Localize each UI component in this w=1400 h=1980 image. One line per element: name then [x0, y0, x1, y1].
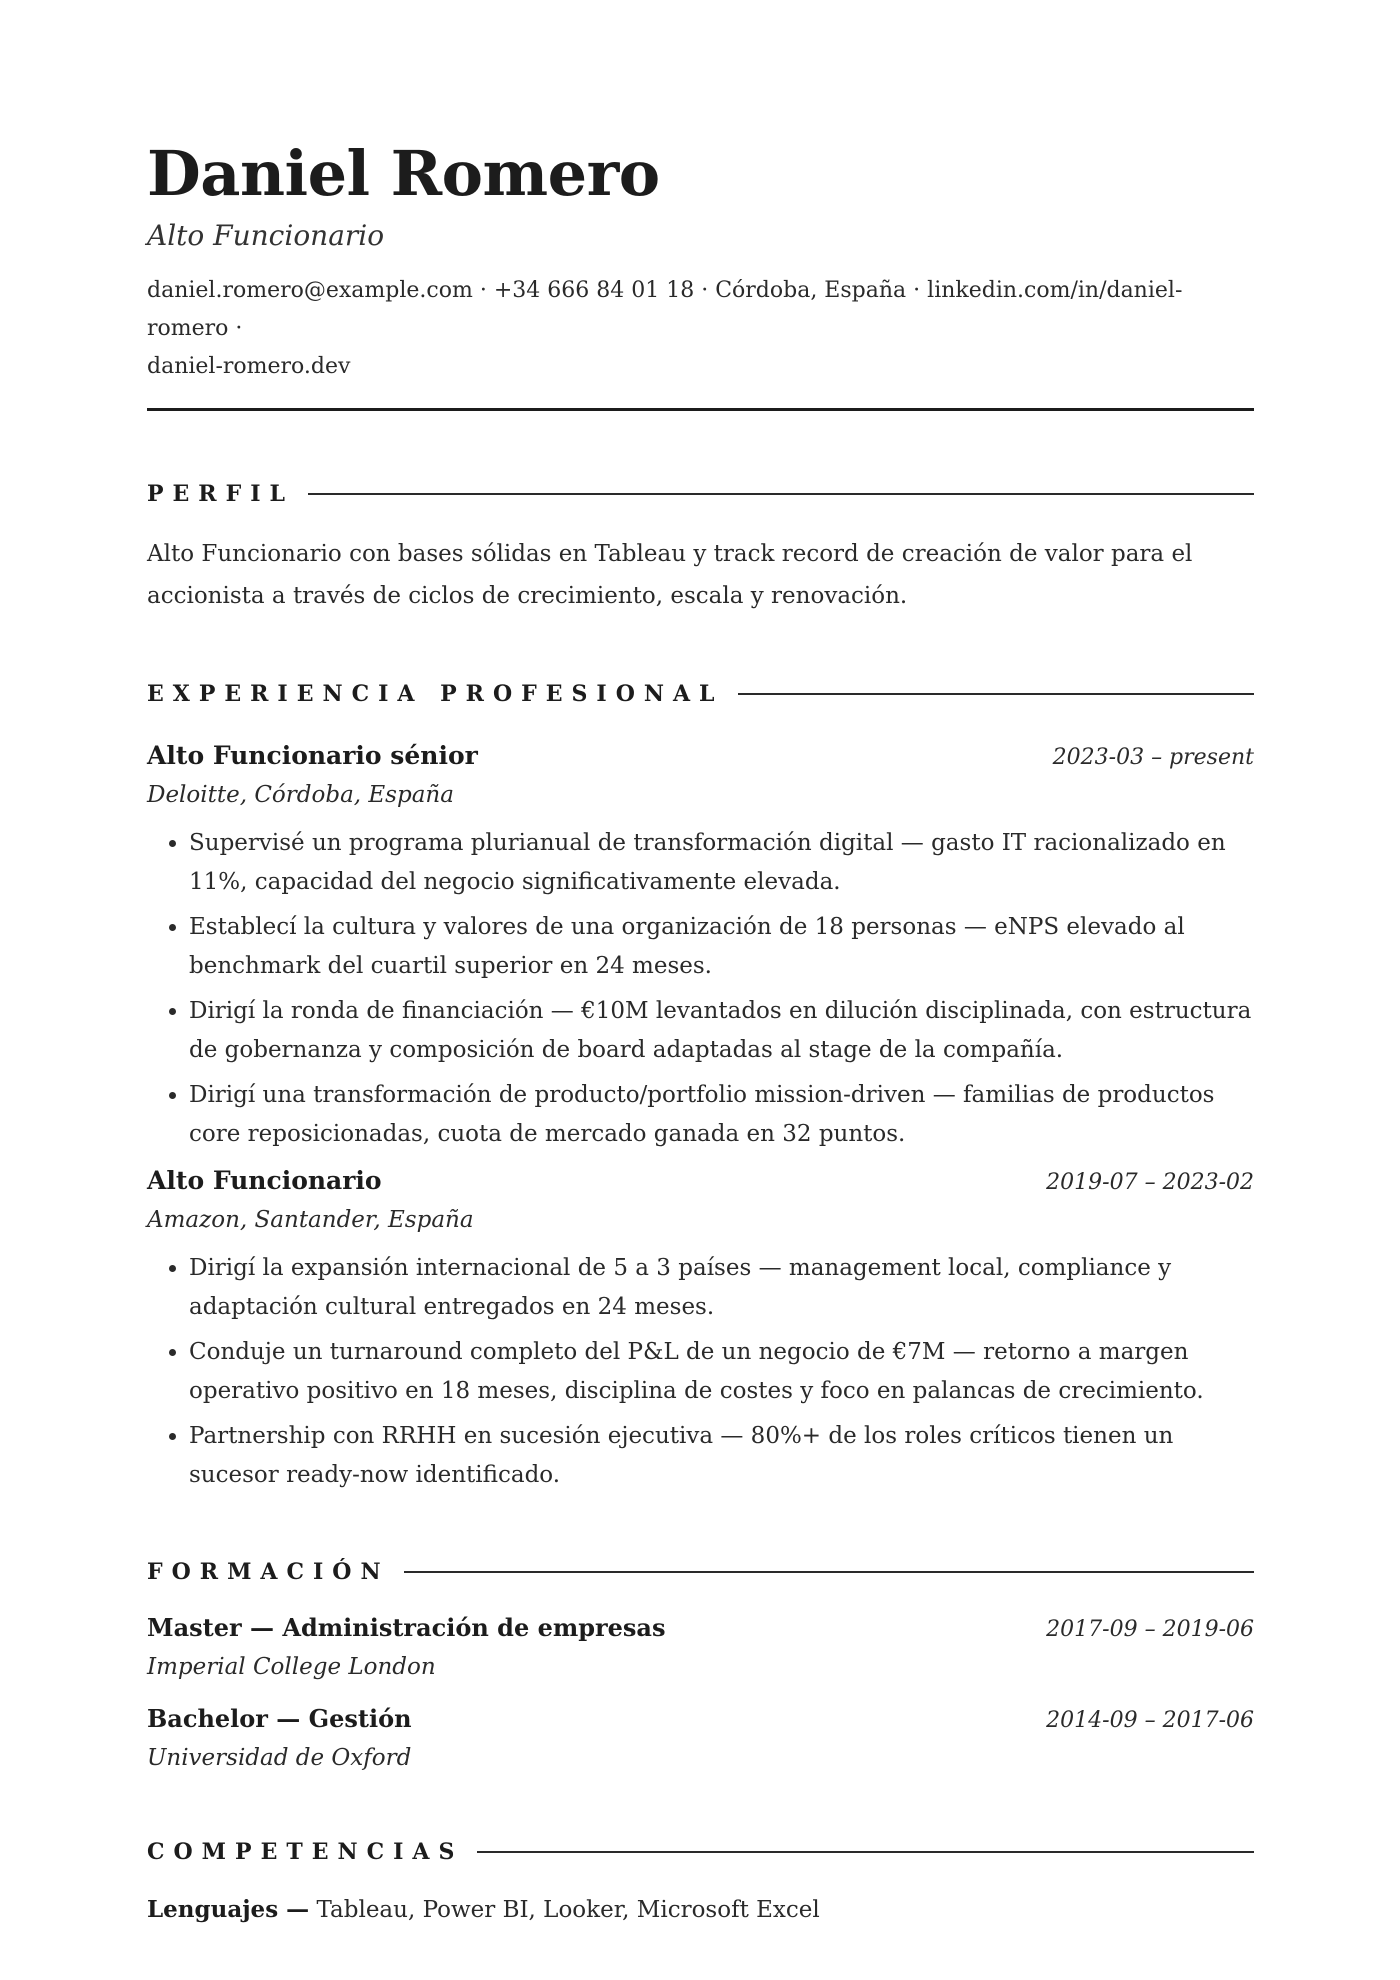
- section-title-profile: PERFIL: [147, 481, 294, 507]
- section-divider: [477, 1851, 1254, 1853]
- job-company: Deloitte, Córdoba, España: [147, 782, 454, 808]
- section-divider: [308, 493, 1254, 495]
- skill-category: Lenguajes —: [147, 1896, 310, 1923]
- job-company: Amazon, Santander, España: [147, 1207, 474, 1233]
- contact-website[interactable]: daniel-romero.dev: [147, 354, 351, 379]
- contact-linkedin[interactable]: linkedin.com/in/daniel-romero: [147, 278, 1183, 341]
- section-heading-row: [147, 1839, 1254, 1865]
- job-achievements: [147, 824, 1254, 1154]
- skill-row: [147, 1893, 1254, 1927]
- job-entry: [147, 741, 1254, 1154]
- achievement-item: • Dirigí una transformación de producto/portfolio mission-driven — familias de productos core reposicionadas, cuota de mercado ganada en 32 puntos.: [189, 1076, 1254, 1154]
- contact-separator: ·: [235, 316, 243, 341]
- education-school: Imperial College London: [147, 1654, 436, 1680]
- section-heading-row: [147, 681, 1254, 707]
- contact-separator: ·: [701, 278, 709, 303]
- section-heading-row: [147, 481, 1254, 507]
- achievement-item: • Dirigí la expansión internacional de 5 a 3 países — management local, compliance y adaptación cultural entregados en 24 meses.: [189, 1249, 1254, 1327]
- achievement-item: • Establecí la cultura y valores de una organización de 18 personas — eNPS elevado al benchmark del cuartil superior en 24 meses.: [189, 908, 1254, 986]
- job-header: [147, 741, 1254, 770]
- achievement-item: • Supervisé un programa plurianual de transformación digital — gasto IT racionalizado en 11%, capacidad del negocio significativamente elevada.: [189, 824, 1254, 902]
- candidate-name: Daniel Romero: [147, 137, 660, 210]
- contact-location: Córdoba, España: [715, 278, 907, 303]
- job-achievements: [147, 1249, 1254, 1495]
- education-school: Universidad de Oxford: [147, 1745, 412, 1771]
- achievement-item: • Dirigí la ronda de financiación — €10M levantados en dilución disciplinada, con estructura de gobernanza y composición de board adaptadas al stage de la compañía.: [189, 992, 1254, 1070]
- education-dates: 2014-09 – 2017-06: [1046, 1708, 1254, 1733]
- education-degree: Bachelor — Gestión: [147, 1704, 412, 1733]
- experience-section: [147, 681, 1254, 1495]
- header-divider: [147, 408, 1254, 411]
- job-dates: 2023-03 – present: [1052, 745, 1254, 770]
- section-title-skills: COMPETENCIAS: [147, 1839, 464, 1865]
- skill-values: Tableau, Power BI, Looker, Microsoft Excel: [316, 1897, 820, 1923]
- contact-separator: ·: [479, 278, 487, 303]
- job-title: Alto Funcionario sénior: [147, 741, 478, 770]
- section-divider: [404, 1571, 1254, 1573]
- section-title-experience: EXPERIENCIA PROFESIONAL: [147, 681, 724, 707]
- section-title-education: FORMACIÓN: [147, 1559, 390, 1585]
- education-header: [147, 1704, 1254, 1733]
- skills-section: [147, 1839, 1254, 1927]
- contact-line: [147, 272, 1254, 386]
- job-dates: 2019-07 – 2023-02: [1046, 1170, 1254, 1195]
- education-section: [147, 1559, 1254, 1775]
- section-divider: [738, 693, 1255, 695]
- education-entry: [147, 1613, 1254, 1684]
- candidate-role: Alto Funcionario: [147, 219, 385, 252]
- contact-separator: ·: [913, 278, 921, 303]
- achievement-item: • Partnership con RRHH en sucesión ejecutiva — 80%+ de los roles críticos tienen un sucesor ready-now identificado.: [189, 1417, 1254, 1495]
- job-entry: [147, 1166, 1254, 1495]
- contact-phone[interactable]: +34 666 84 01 18: [493, 278, 695, 303]
- profile-summary: Alto Funcionario con bases sólidas en Tableau y track record de creación de valor para el accionista a través de ciclos de crecimiento, escala y renovación.: [147, 541, 1193, 609]
- education-dates: 2017-09 – 2019-06: [1046, 1617, 1254, 1642]
- job-header: [147, 1166, 1254, 1195]
- profile-section: [147, 481, 1254, 617]
- contact-email[interactable]: daniel.romero@example.com: [147, 278, 473, 303]
- education-entry: [147, 1704, 1254, 1775]
- achievement-item: • Conduje un turnaround completo del P&L de un negocio de €7M — retorno a margen operativo positivo en 18 meses, disciplina de costes y foco en palancas de crecimiento.: [189, 1333, 1254, 1411]
- education-degree: Master — Administración de empresas: [147, 1613, 666, 1642]
- section-heading-row: [147, 1559, 1254, 1585]
- education-header: [147, 1613, 1254, 1642]
- resume-header: [147, 138, 1254, 411]
- job-title: Alto Funcionario: [147, 1166, 382, 1195]
